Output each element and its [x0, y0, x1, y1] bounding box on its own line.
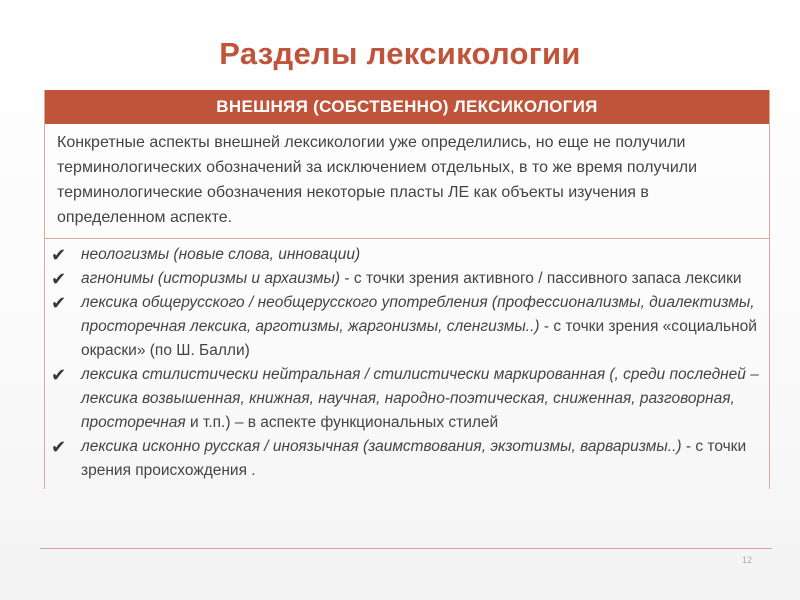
- bottom-divider: [40, 548, 772, 549]
- item-text: - с точки зрения активного / пассивного запаса лексики: [340, 270, 742, 287]
- item-text: и т.п.) – в аспекте функциональных стилей: [185, 414, 499, 431]
- item-italic-text: агнонимы (историзмы и архаизмы): [81, 270, 341, 287]
- page-number: 12: [742, 555, 753, 565]
- content-box: [44, 90, 770, 489]
- list-item: [51, 267, 759, 291]
- checkmark-icon: ✔: [51, 245, 67, 265]
- list-item: [51, 243, 759, 267]
- checkmark-icon: ✔: [51, 293, 67, 313]
- aspect-list: [45, 239, 769, 489]
- item-italic-text: лексика стилистически нейтральная / стилистически маркированная (, среди последней – лексика возвышенная, книжная, научная, народно-поэтическая, сниженная, разговорная, просторечная: [81, 366, 759, 431]
- item-italic-text: лексика исконно русская / иноязычная (заимствования, экзотизмы, варваризмы..): [81, 438, 682, 455]
- item-italic-text: лексика общерусского / необщерусского употребления (профессионализмы, диалектизмы, просторечная лексика, арготизмы, жаргонизмы, сленгизмы..): [81, 294, 755, 335]
- list-item: [51, 291, 759, 363]
- item-text: - с точки зрения происхождения .: [81, 438, 747, 479]
- intro-paragraph: Конкретные аспекты внешней лексикологии уже определились, но еще не получили терминологических обозначений за исключением отдельных, в то же время получили терминологические обозначения некоторые пласты ЛЕ как объекты изучения в определенном аспекте.: [45, 124, 769, 239]
- checkmark-icon: ✔: [51, 437, 67, 457]
- checkmark-icon: ✔: [51, 365, 67, 385]
- checkmark-icon: ✔: [51, 269, 67, 289]
- slide-title: Разделы лексикологии: [219, 36, 581, 71]
- item-italic-text: неологизмы (новые слова, инновации): [81, 246, 361, 263]
- section-header: ВНЕШНЯЯ (СОБСТВЕННО) ЛЕКСИКОЛОГИЯ: [45, 90, 769, 124]
- item-text: - с точки зрения «социальной окраски» (по Ш. Балли): [81, 318, 757, 359]
- list-item: [51, 363, 759, 435]
- list-item: [51, 435, 759, 483]
